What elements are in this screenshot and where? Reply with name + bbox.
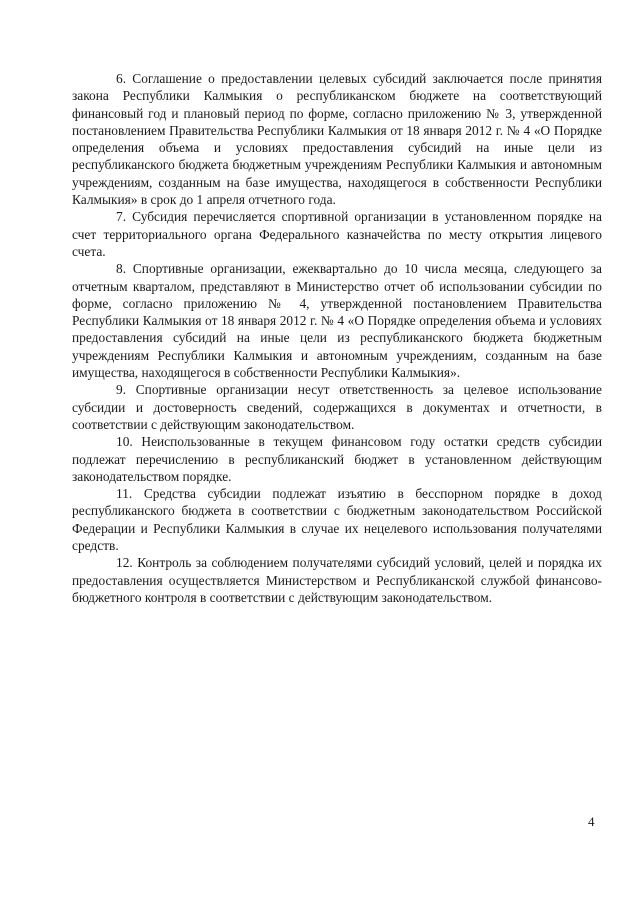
paragraph-6: 6. Соглашение о предоставлении целевых субсидий заключается после принятия закона Республики Калмыкия о республиканском бюджете на соответствующий финансовый год и плановый период по форме, согласно приложению № 3, утвержденной постановлением Правительства Республики Калмыкия от 18 января 2012 г. № 4 «О Порядке определения объема и условиях предоставления субсидий на иные цели из республиканского бюджета бюджетным учреждениям Республики Калмыкия и автономным учреждениям, созданным на базе имущества, находящегося в собственности Республики Калмыкия» в срок до 1 апреля отчетного года. — [72, 71, 602, 208]
paragraph-10: 10. Неиспользованные в текущем финансовом году остатки средств субсидии подлежат перечислению в республиканский бюджет в установленном действующим законодательством порядке. — [72, 434, 602, 484]
paragraph-9: 9. Спортивные организации несут ответственность за целевое использование субсидии и достоверность сведений, содержащихся в документах и отчетности, в соответствии с действующим законодательством. — [72, 382, 602, 432]
paragraph-8: 8. Спортивные организации, ежеквартально до 10 числа месяца, следующего за отчетным кварталом, представляют в Министерство отчет об использовании субсидии по форме, согласно приложению № 4, утвержденной постановлением Правительства Республики Калмыкия от 18 января 2012 г. № 4 «О Порядке определения объема и условиях предоставления субсидий на иные цели из республиканского бюджета бюджетным учреждениям Республики Калмыкия и автономным учреждениям, созданным на базе имущества, находящегося в собственности Республики Калмыкия». — [72, 261, 602, 381]
paragraph-7: 7. Субсидия перечисляется спортивной организации в установленном порядке на счет территориального органа Федерального казначейства по месту открытия лицевого счета. — [72, 209, 602, 259]
page-number: 4 — [588, 814, 595, 829]
document-body — [72, 70, 602, 606]
paragraph-12: 12. Контроль за соблюдением получателями субсидий условий, целей и порядка их предоставления осуществляется Министерством и Республиканской службой финансово-бюджетного контроля в соответствии с действующим законодательством. — [72, 555, 602, 605]
paragraph-11: 11. Средства субсидии подлежат изъятию в бесспорном порядке в доход республиканского бюджета в соответствии с бюджетным законодательством Российской Федерации и Республики Калмыкия в случае их нецелевого использования получателями средств. — [72, 486, 602, 554]
